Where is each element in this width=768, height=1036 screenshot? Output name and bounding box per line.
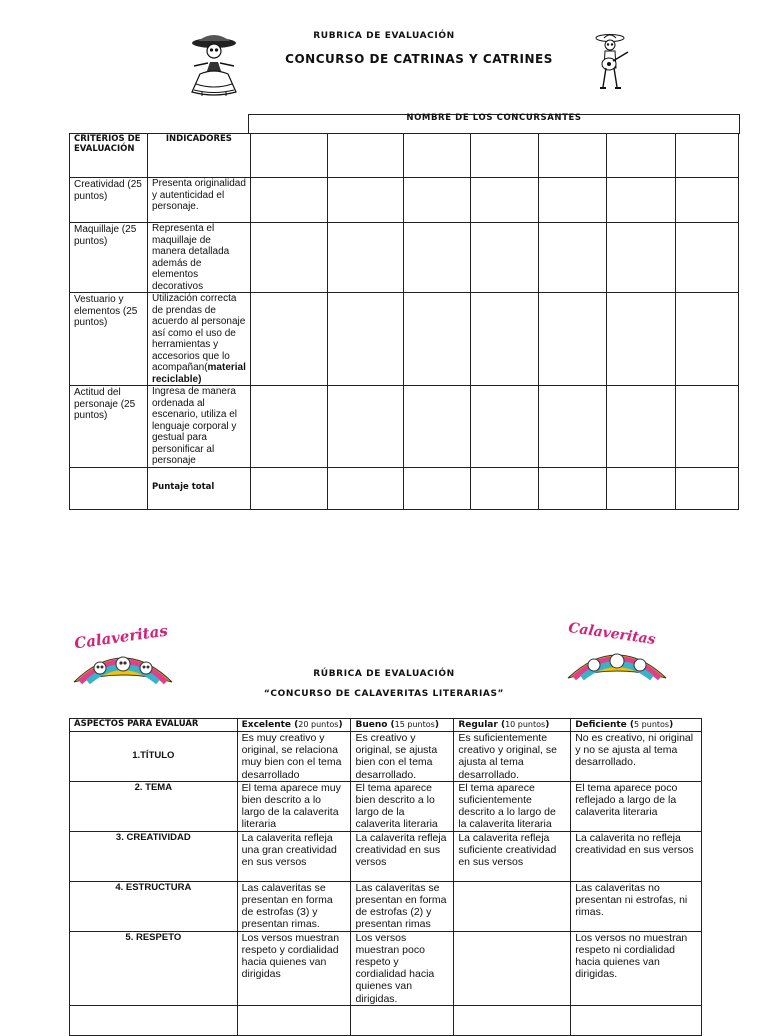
total-cell[interactable] [470,467,539,509]
header-row [70,134,739,178]
score-cell[interactable] [328,223,404,293]
catrinas-rubric-table [69,133,739,510]
contestant-cell[interactable] [606,134,676,178]
score-cell[interactable] [403,293,470,386]
indicator-bold-text: material reciclable) [151,362,246,385]
bueno-cell: Es creativo y original, se ajusta bien con el tema desarrollado. [351,732,454,782]
regular-close: ) [545,720,550,730]
indicators-header: INDICADORES [147,134,250,178]
score-cell[interactable] [250,386,328,468]
score-cell[interactable] [403,223,470,293]
table-row-empty [70,1005,702,1035]
excelente-cell: Los versos muestran respeto y cordialidad hacia quienes van dirigidas [237,931,351,1005]
indicator-text: Utilización correcta de prendas de acuerdo al personaje así como el uso de herramientas y accesorios que lo acompañan( [151,293,246,373]
total-cell[interactable] [250,467,328,509]
empty-cell [70,467,148,509]
contestant-cell[interactable] [676,134,739,178]
total-cell[interactable] [539,467,607,509]
regular-cell [454,881,571,931]
score-cell[interactable] [403,386,470,468]
score-cell[interactable] [606,223,676,293]
excelente-label: Excelente ( [241,720,299,730]
deficiente-cell: Las calaveritas no presentan ni estrofas, ni rimas. [571,881,702,931]
score-cell[interactable] [676,223,739,293]
aspect-cell: 2. TEMA [70,781,238,831]
logo-text: Calaveritas [567,619,657,649]
bueno-cell: El tema aparece bien descrito a lo largo de la calaverita literaria [351,781,454,831]
excelente-cell: El tema aparece muy bien descrito a lo largo de la calaverita literaria [237,781,351,831]
score-cell[interactable] [470,386,539,468]
aspect-header: ASPECTOS PARA EVALUAR [70,719,238,732]
score-cell[interactable] [470,178,539,223]
table-row [70,781,702,831]
deficiente-cell: El tema aparece poco reflejado a largo de la calaverita literaria [571,781,702,831]
table-row [70,881,702,931]
table-row [70,293,739,386]
bueno-points: 15 puntos [394,720,435,729]
table-row [70,732,702,782]
criteria-header: CRITERIOS DE EVALUACIÓN [70,134,148,178]
calaveritas-contest-title: “CONCURSO DE CALAVERITAS LITERARIAS” [263,689,505,699]
total-label: Puntaje total [147,467,250,509]
excelente-header [237,719,351,732]
score-cell[interactable] [606,178,676,223]
excelente-close: ) [338,720,343,730]
catrina-illustration [182,32,248,98]
score-cell[interactable] [539,293,607,386]
score-cell[interactable] [328,178,404,223]
score-cell[interactable] [676,386,739,468]
deficiente-header [571,719,702,732]
table-row [70,223,739,293]
table-row [70,386,739,468]
deficiente-cell: No es creativo, ni original y no se ajusta al tema desarrollado. [571,732,702,782]
excelente-points: 20 puntos [298,720,339,729]
bueno-cell: Las calaveritas se presentan en forma de estrofas (2) y presentan rimas [351,881,454,931]
deficiente-points: 5 puntos [634,720,670,729]
header-row [70,719,702,732]
rubric-title-small-2: RÚBRICA DE EVALUACIÓN [313,669,455,679]
deficiente-label: Deficiente ( [575,720,635,730]
empty-cell [571,1005,702,1035]
regular-points: 10 puntos [505,720,546,729]
score-cell[interactable] [539,386,607,468]
aspect-cell: 1.TÍTULO [70,732,238,782]
aspect-cell: 4. ESTRUCTURA [70,881,238,931]
contestant-cell[interactable] [539,134,607,178]
score-cell[interactable] [676,178,739,223]
regular-cell: La calaverita refleja suficiente creatividad en sus versos [454,831,571,881]
score-cell[interactable] [250,293,328,386]
table-row [70,178,739,223]
total-cell[interactable] [328,467,404,509]
regular-cell [454,931,571,1005]
contestant-cell[interactable] [328,134,404,178]
contestants-header [248,114,740,134]
score-cell[interactable] [676,293,739,386]
calaveritas-rubric-table [69,718,702,1036]
empty-cell [351,1005,454,1035]
catrin-guitar-illustration [588,32,634,94]
excelente-cell: La calaverita refleja una gran creatividad en sus versos [237,831,351,881]
indicator-cell: Presenta originalidad y autenticidad el personaje. [147,178,250,223]
empty-cell [70,1005,238,1035]
score-cell[interactable] [250,223,328,293]
score-cell[interactable] [328,293,404,386]
excelente-cell: Las calaveritas se presentan en forma de estrofas (3) y presentan rimas. [237,881,351,931]
contest-title: CONCURSO DE CATRINAS Y CATRINES [285,52,553,66]
indicator-cell: Representa el maquillaje de manera detallada además de elementos decorativos [147,223,250,293]
bueno-cell: Los versos muestran poco respeto y cordialidad hacia quienes van dirigidas. [351,931,454,1005]
bueno-header [351,719,454,732]
empty-cell [237,1005,351,1035]
excelente-cell: Es muy creativo y original, se relaciona muy bien con el tema desarrollado [237,732,351,782]
score-cell[interactable] [403,178,470,223]
indicator-cell: Ingresa de manera ordenada al escenario, utiliza el lenguaje corporal y gestual para personificar al personaje [147,386,250,468]
score-cell[interactable] [606,386,676,468]
empty-cell [454,1005,571,1035]
score-cell[interactable] [539,178,607,223]
regular-header [454,719,571,732]
deficiente-close: ) [669,720,674,730]
total-cell[interactable] [606,467,676,509]
deficiente-cell: La calaverita no refleja creatividad en sus versos [571,831,702,881]
logo-text: Calaveritas [73,621,169,653]
bueno-label: Bueno ( [355,720,395,730]
score-cell[interactable] [539,223,607,293]
aspect-cell: 5. RESPETO [70,931,238,1005]
score-cell[interactable] [606,293,676,386]
criterion-cell: Vestuario y elementos (25 puntos) [70,293,148,386]
total-row [70,467,739,509]
score-cell[interactable] [470,293,539,386]
contestants-header-label: NOMBRE DE LOS CONCURSANTES [406,113,582,123]
score-cell[interactable] [470,223,539,293]
regular-cell: Es suficientemente creativo y original, se ajusta al tema desarrollado. [454,732,571,782]
table-row [70,831,702,881]
aspect-cell: 3. CREATIVIDAD [70,831,238,881]
contestant-cell[interactable] [250,134,328,178]
criterion-cell: Actitud del personaje (25 puntos) [70,386,148,468]
bueno-cell: La calaverita refleja creatividad en sus versos [351,831,454,881]
score-cell[interactable] [328,386,404,468]
bueno-close: ) [434,720,439,730]
contestant-cell[interactable] [470,134,539,178]
deficiente-cell: Los versos no muestran respeto ni cordialidad hacia quienes van dirigidas. [571,931,702,1005]
score-cell[interactable] [250,178,328,223]
indicator-cell [147,293,250,386]
regular-label: Regular ( [458,720,506,730]
criterion-cell: Maquillaje (25 puntos) [70,223,148,293]
table-row [70,931,702,1005]
contestant-cell[interactable] [403,134,470,178]
total-cell[interactable] [676,467,739,509]
rubric-title-small: RUBRICA DE EVALUACIÓN [313,31,455,41]
regular-cell: El tema aparece suficientemente descrito a lo largo de la calaverita literaria [454,781,571,831]
total-cell[interactable] [403,467,470,509]
criterion-cell: Creatividad (25 puntos) [70,178,148,223]
